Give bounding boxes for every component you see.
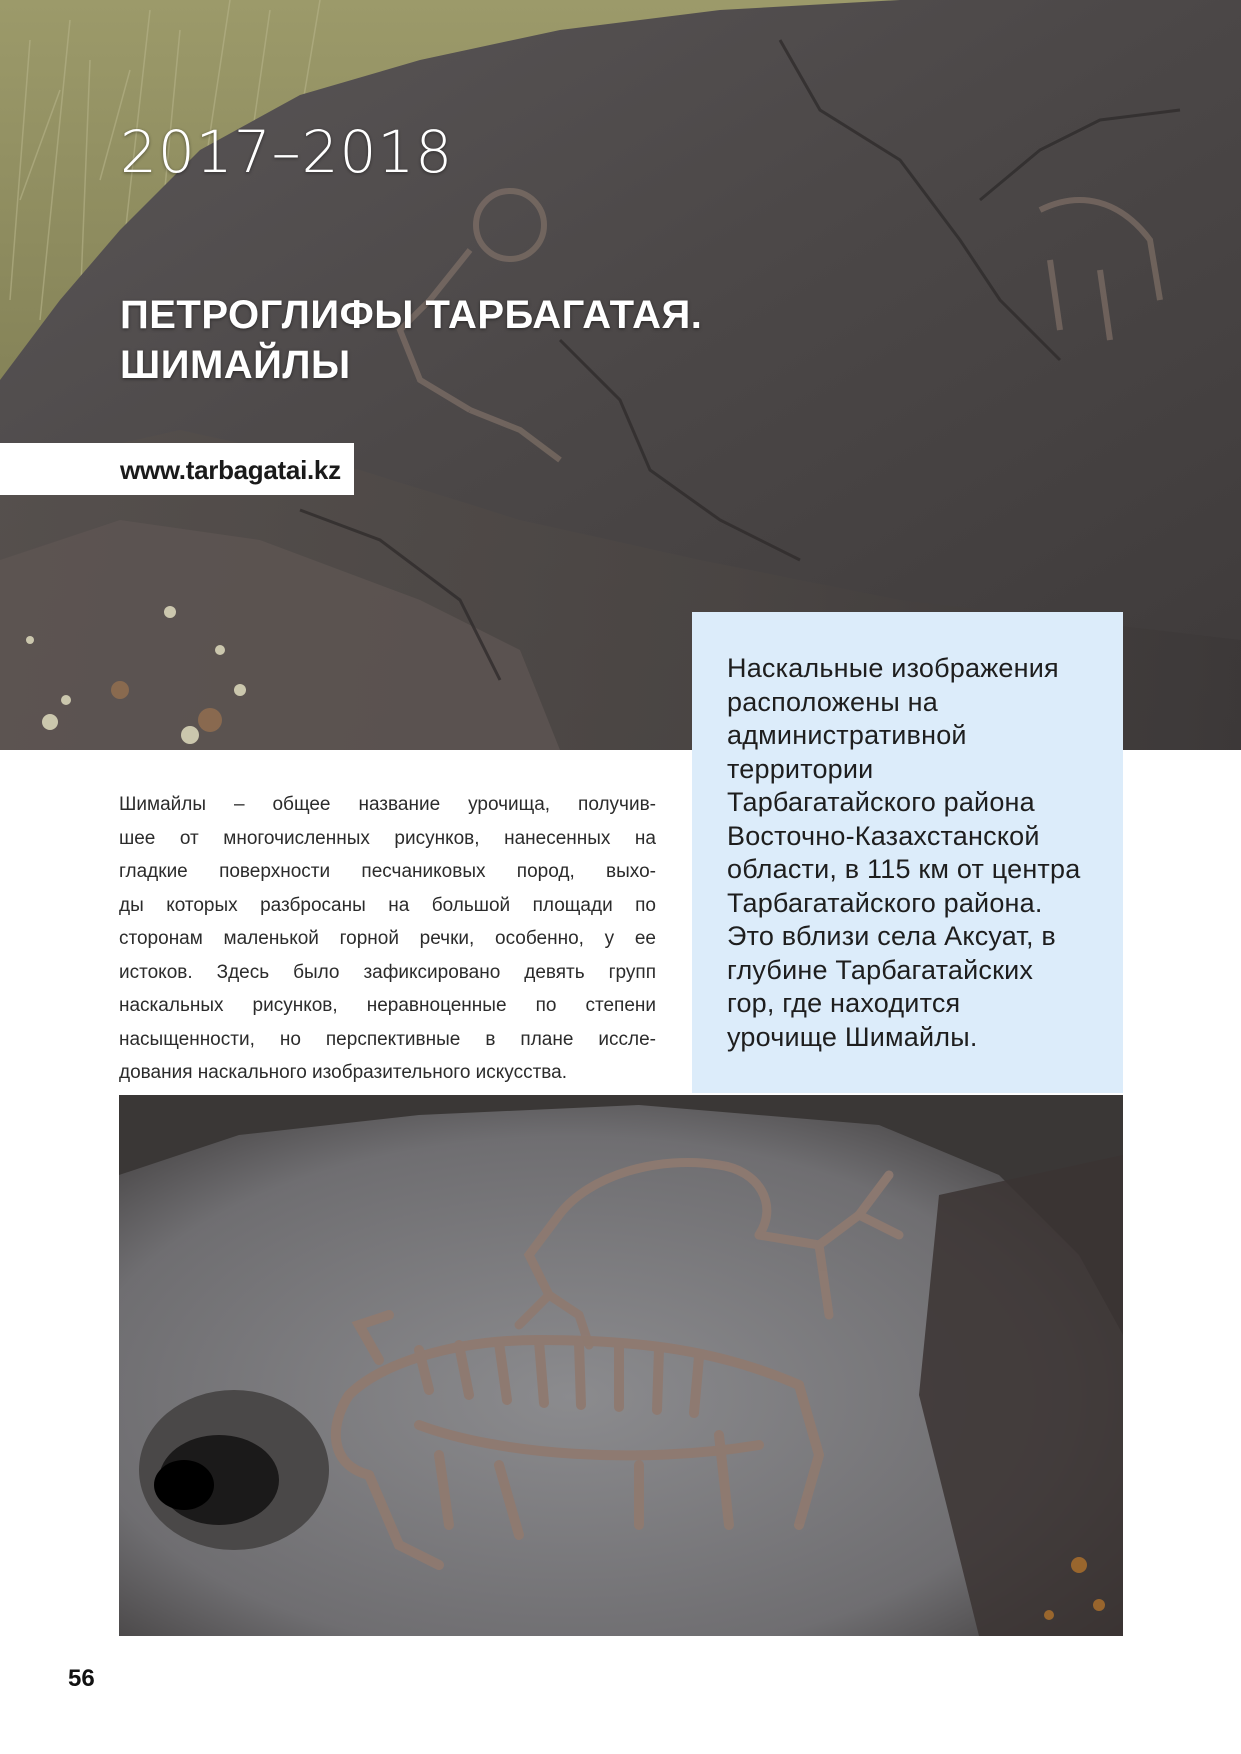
body-paragraph — [119, 788, 656, 1090]
body-line: гладкие поверхности песчаниковых пород, выхо- — [119, 861, 656, 882]
callout-line: Восточно-Казахстанской — [727, 820, 1040, 851]
callout-line: глубине Тарбагатайских — [727, 954, 1034, 985]
callout-line: территории — [727, 753, 874, 784]
project-years: 2017–2018 — [120, 118, 454, 186]
page-title — [120, 290, 1020, 390]
callout-line: гор, где находится — [727, 988, 961, 1018]
callout-box — [692, 612, 1123, 1093]
body-line: наскальных рисунков, неравноценные по степени — [119, 995, 656, 1016]
callout-line: Тарбагатайского района — [727, 787, 1035, 817]
callout-line: Тарбагатайского района. — [727, 887, 1043, 918]
body-line: ды которых разбросаны на большой площади по — [119, 894, 656, 916]
url-label-box — [0, 443, 354, 495]
website-link[interactable]: www.tarbagatai.kz — [120, 455, 341, 485]
callout-line: расположены на — [727, 686, 938, 717]
callout-line: административной — [727, 720, 967, 750]
petroglyph-photo — [119, 1095, 1123, 1636]
petroglyph-illustration — [119, 1095, 1123, 1636]
page-title-line-1: ПЕТРОГЛИФЫ ТАРБАГАТАЯ. — [120, 293, 703, 337]
body-line: истоков. Здесь было зафиксировано девять групп — [119, 961, 656, 983]
callout-line: Наскальные изображения — [727, 653, 1059, 683]
callout-line: урочище Шимайлы. — [727, 1021, 978, 1052]
body-line: шее от многочисленных рисунков, нанесенных на — [119, 827, 656, 849]
page-number: 56 — [68, 1665, 95, 1692]
body-line: Шимайлы – общее название урочища, получив- — [119, 794, 656, 815]
callout-line: области, в 115 км от центра — [727, 854, 1081, 884]
page-title-line-2: ШИМАЙЛЫ — [120, 343, 351, 387]
body-line: сторонам маленькой горной речки, особенно, у ее — [119, 928, 656, 949]
body-line: дования наскального изобразительного искусства. — [119, 1062, 568, 1083]
callout-line: Это вблизи села Аксуат, в — [727, 921, 1056, 951]
body-line: насыщенности, но перспективные в плане иссле- — [119, 1028, 656, 1050]
callout-text — [727, 652, 1080, 1054]
